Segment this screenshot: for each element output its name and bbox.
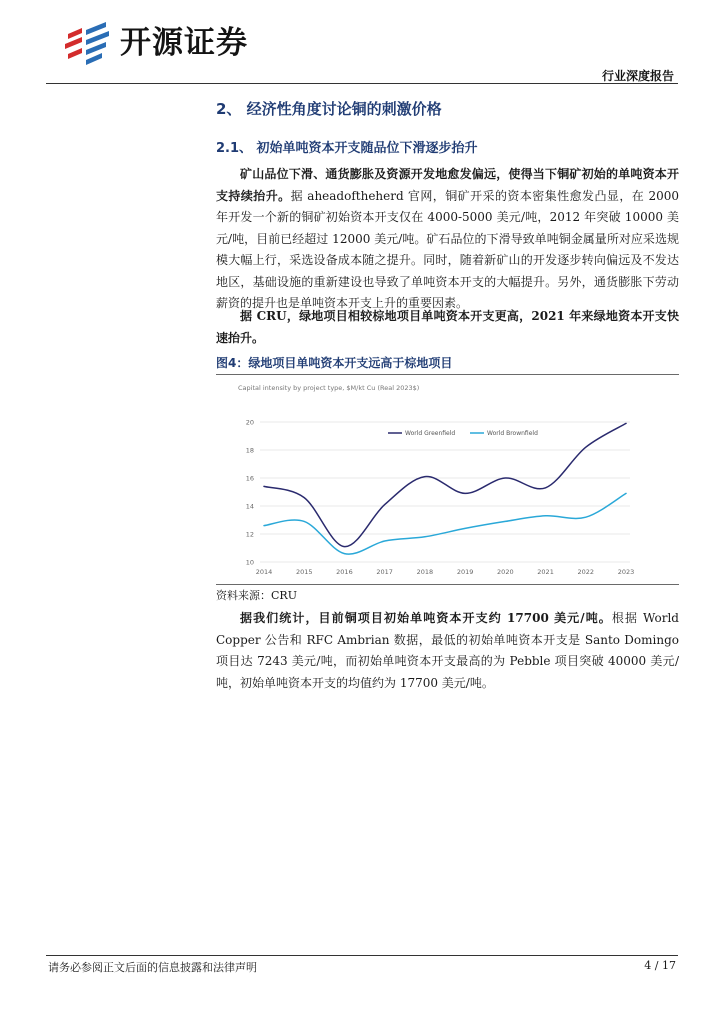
x-tick-label: 2014 [255, 568, 273, 576]
x-tick-label: 2023 [617, 568, 635, 576]
footer-divider [46, 955, 678, 956]
x-tick-label: 2019 [456, 568, 474, 576]
x-tick-label: 2015 [295, 568, 313, 576]
capital-intensity-line-chart [216, 376, 679, 582]
series-line-1 [264, 423, 626, 546]
paragraph-2 [216, 306, 679, 349]
paragraph-1-lead: 矿山品位下滑、通货膨胀及资源开发地愈发偏远，使得当下铜矿初始的单吨资本开支持续抬升。 [216, 167, 679, 203]
company-logo [62, 20, 248, 66]
y-tick-label: 16 [245, 474, 254, 483]
x-tick-label: 2017 [376, 568, 393, 576]
y-tick-label: 20 [245, 418, 254, 427]
paragraph-3-body: 根据 World Copper 公告和 RFC Ambrian 数据，最低的初始单吨资本开支是 Santo Domingo 项目达 7243 美元/吨，而初始单吨资本开支最高的为 Pebble 项目突破 40000 美元/吨，初始单吨资本开支的均值约为 17700 美元/吨。 [216, 611, 679, 690]
figure-title: 图4：绿地项目单吨资本开支远高于棕地项目 [216, 356, 453, 370]
subsection-heading: 2.1、 初始单吨资本开支随品位下滑逐步抬升 [216, 141, 478, 156]
x-tick-label: 2018 [416, 568, 434, 576]
x-tick-label: 2020 [497, 568, 514, 576]
paragraph-2-lead: 据 CRU，绿地项目相较棕地项目单吨资本开支更高，2021 年来绿地资本开支快速抬升。 [216, 309, 679, 345]
paragraph-1-body: 据 aheadoftheherd 官网，铜矿开采的资本密集性愈发凸显，在 2000 年开发一个新的铜矿初始资本开支仅在 4000-5000 美元/吨，2012 年突破 10000 美元/吨，目前已经超过 12000 美元/吨。矿石品位的下滑导致单吨铜金属量所对应采选规模大幅上行，采选设备成本随之提升。同时，随着新矿山的开发逐步转向偏远及不发达地区，基础设施的重新建设也导致了单吨资本开支的大幅提升。另外，通货膨胀下劳动薪资的提升也是单吨资本开支上升的重要因素。 [216, 188, 679, 310]
legend-label-1: World Greenfield [405, 430, 456, 437]
y-tick-label: 10 [245, 558, 254, 567]
x-tick-label: 2022 [577, 568, 595, 576]
y-axis-ticks [246, 419, 254, 567]
header-divider [46, 83, 678, 84]
y-tick-label: 14 [245, 502, 254, 511]
paragraph-1 [216, 164, 679, 315]
chart-grid [260, 422, 630, 562]
legend-label-2: World Brownfield [487, 430, 538, 437]
paragraph-3-lead: 据我们统计，目前铜项目初始单吨资本开支约 17700 美元/吨。 [240, 611, 612, 625]
logo-text: 开源证券 [120, 25, 248, 61]
footer-disclaimer: 请务必参阅正文后面的信息披露和法律声明 [48, 961, 257, 974]
chart-title: Capital intensity by project type, $M/kt Cu (Real 2023$) [238, 384, 420, 392]
report-type-label: 行业深度报告 [601, 69, 674, 83]
figure-source: 资料来源：CRU [216, 589, 297, 602]
figure-bottom-rule [216, 584, 679, 585]
logo-mark-icon [62, 20, 112, 66]
x-tick-label: 2016 [336, 568, 353, 576]
x-axis-ticks [256, 568, 635, 576]
chart-legend [388, 430, 538, 437]
paragraph-3 [216, 608, 679, 694]
page-number: 4 / 17 [644, 959, 676, 972]
x-tick-label: 2021 [537, 568, 554, 576]
y-tick-label: 12 [245, 530, 254, 539]
series-line-2 [264, 493, 626, 554]
chart-series [264, 423, 626, 554]
section-heading: 2、 经济性角度讨论铜的刺激价格 [216, 100, 442, 118]
y-tick-label: 18 [245, 446, 254, 455]
figure-top-rule [216, 374, 679, 375]
